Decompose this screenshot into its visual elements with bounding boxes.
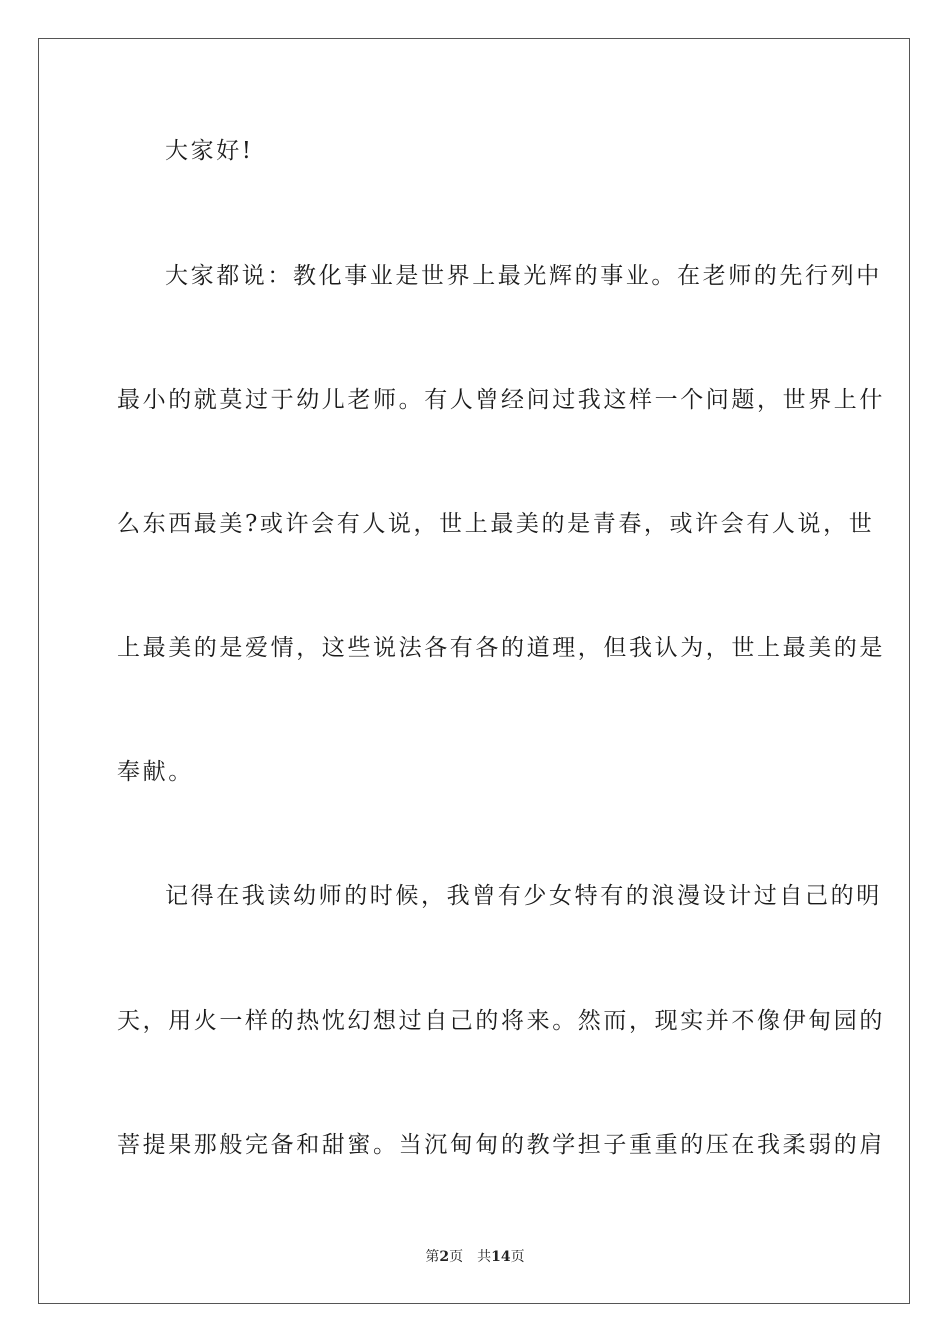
paragraph-1-line-4: 上最美的是爱情，这些说法各有各的道理，但我认为，世上最美的是 (117, 635, 885, 661)
footer-total-pages: 14 (491, 1249, 511, 1265)
footer-page-suffix: 页 (449, 1249, 464, 1265)
page-border (38, 38, 910, 1304)
greeting-line: 大家好! (165, 138, 254, 164)
page-footer (0, 1248, 950, 1266)
footer-total-prefix: 共 (477, 1249, 492, 1265)
paragraph-2-line-2: 天，用火一样的热忱幻想过自己的将来。然而，现实并不像伊甸园的 (117, 1008, 885, 1034)
footer-page-number: 2 (439, 1249, 450, 1265)
paragraph-1-line-2: 最小的就莫过于幼儿老师。有人曾经问过我这样一个问题，世界上什 (117, 387, 885, 413)
paragraph-1-line-3: 么东西最美?或许会有人说，世上最美的是青春，或许会有人说，世 (117, 511, 875, 537)
footer-page-prefix: 第 (425, 1249, 440, 1265)
paragraph-2-line-1: 记得在我读幼师的时候，我曾有少女特有的浪漫设计过自己的明 (165, 883, 882, 909)
paragraph-2-line-3: 菩提果那般完备和甜蜜。当沉甸甸的教学担子重重的压在我柔弱的肩 (117, 1132, 885, 1158)
paragraph-1-line-1: 大家都说：教化事业是世界上最光辉的事业。在老师的先行列中 (165, 263, 882, 289)
footer-total-suffix: 页 (510, 1249, 525, 1265)
paragraph-1-line-5: 奉献。 (117, 759, 194, 785)
